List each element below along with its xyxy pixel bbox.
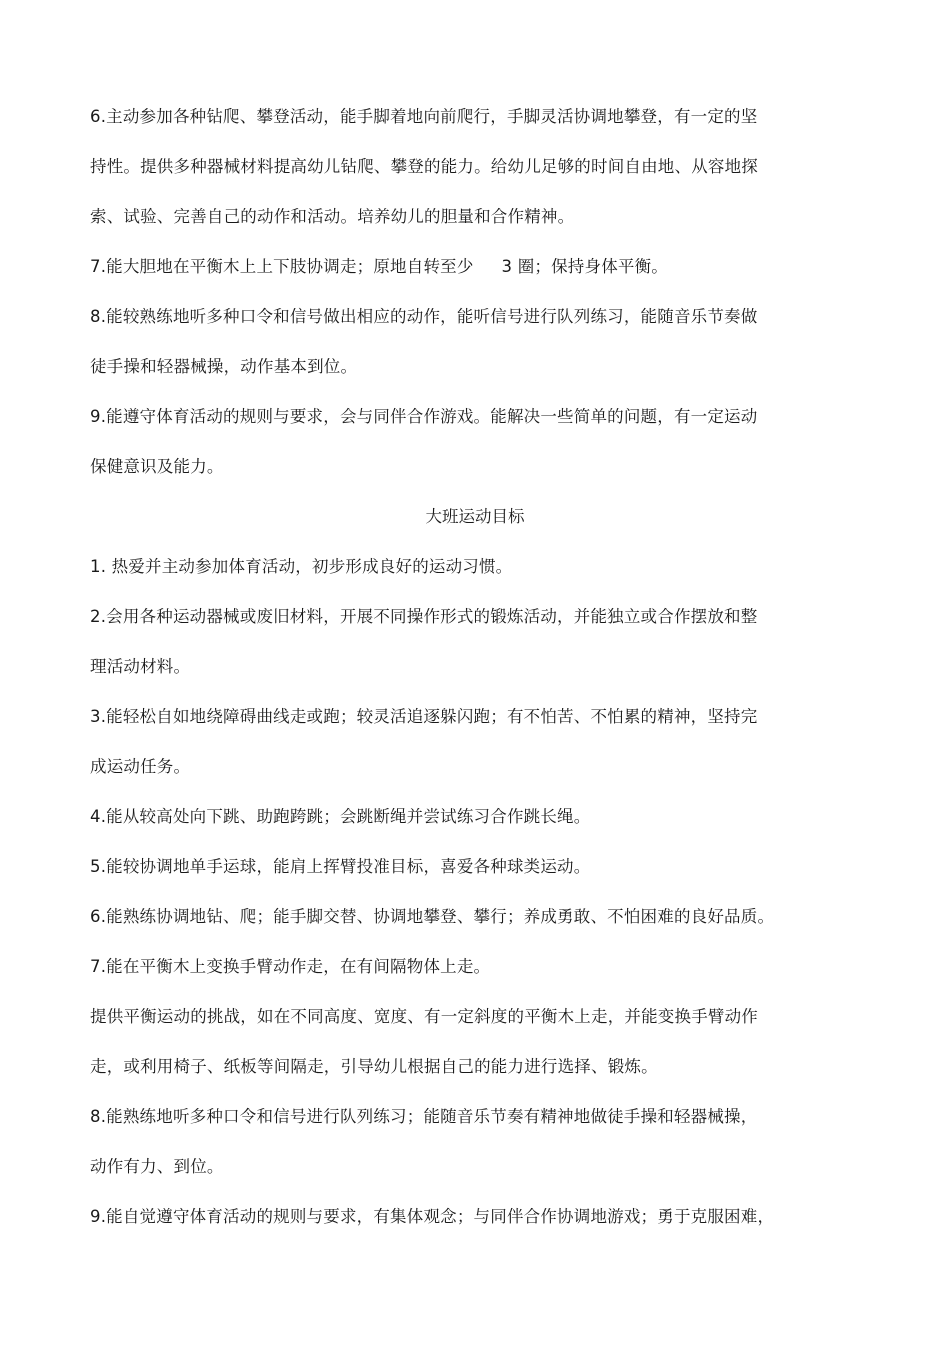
text-line: 7.能在平衡木上变换手臂动作走，在有间隔物体上走。 [90, 957, 491, 976]
text-segment: 7.能大胆地在平衡木上上下肢协调走；原地自转至少 [90, 257, 474, 276]
text-line: 3.能轻松自如地绕障碍曲线走或跑；较灵活追逐躲闪跑；有不怕苦、不怕累的精神，坚持完 [90, 707, 758, 726]
text-line: 理活动材料。 [90, 657, 191, 676]
text-line: 4.能从较高处向下跳、助跑跨跳；会跳断绳并尝试练习合作跳长绳。 [90, 807, 591, 826]
section-heading: 大班运动目标 [425, 507, 525, 526]
text-line: 成运动任务。 [90, 757, 191, 776]
text-line: 9.能自觉遵守体育活动的规则与要求，有集体观念；与同伴合作协调地游戏；勇于克服困难， [90, 1207, 775, 1226]
text-line: 动作有力、到位。 [90, 1157, 224, 1176]
text-line: 索、试验、完善自己的动作和活动。培养幼儿的胆量和合作精神。 [90, 207, 575, 226]
text-line: 持性。提供多种器械材料提高幼儿钻爬、攀登的能力。给幼儿足够的时间自由地、从容地探 [90, 157, 758, 176]
text-segment: 3 圈；保持身体平衡。 [501, 257, 668, 276]
text-line: 提供平衡运动的挑战，如在不同高度、宽度、有一定斜度的平衡木上走，并能变换手臂动作 [90, 1007, 758, 1026]
text-line: 8.能较熟练地听多种口令和信号做出相应的动作，能听信号进行队列练习，能随音乐节奏做 [90, 307, 758, 326]
text-line: 1. 热爱并主动参加体育活动，初步形成良好的运动习惯。 [90, 557, 513, 576]
text-line: 6.主动参加各种钻爬、攀登活动，能手脚着地向前爬行，手脚灵活协调地攀登，有一定的坚 [90, 107, 758, 126]
text-line: 9.能遵守体育活动的规则与要求，会与同伴合作游戏。能解决一些简单的问题，有一定运动 [90, 407, 758, 426]
text-line: 5.能较协调地单手运球，能肩上挥臂投准目标，喜爱各种球类运动。 [90, 857, 591, 876]
text-line-with-gap [90, 255, 668, 279]
text-line: 2.会用各种运动器械或废旧材料，开展不同操作形式的锻炼活动，并能独立或合作摆放和整 [90, 607, 758, 626]
text-line: 徒手操和轻器械操，动作基本到位。 [90, 357, 358, 376]
text-line: 保健意识及能力。 [90, 457, 224, 476]
text-line: 6.能熟练协调地钻、爬；能手脚交替、协调地攀登、攀行；养成勇敢、不怕困难的良好品质。 [90, 907, 775, 926]
text-line: 8.能熟练地听多种口令和信号进行队列练习；能随音乐节奏有精神地做徒手操和轻器械操， [90, 1107, 758, 1126]
text-line: 走，或利用椅子、纸板等间隔走，引导幼儿根据自己的能力进行选择、锻炼。 [90, 1057, 658, 1076]
